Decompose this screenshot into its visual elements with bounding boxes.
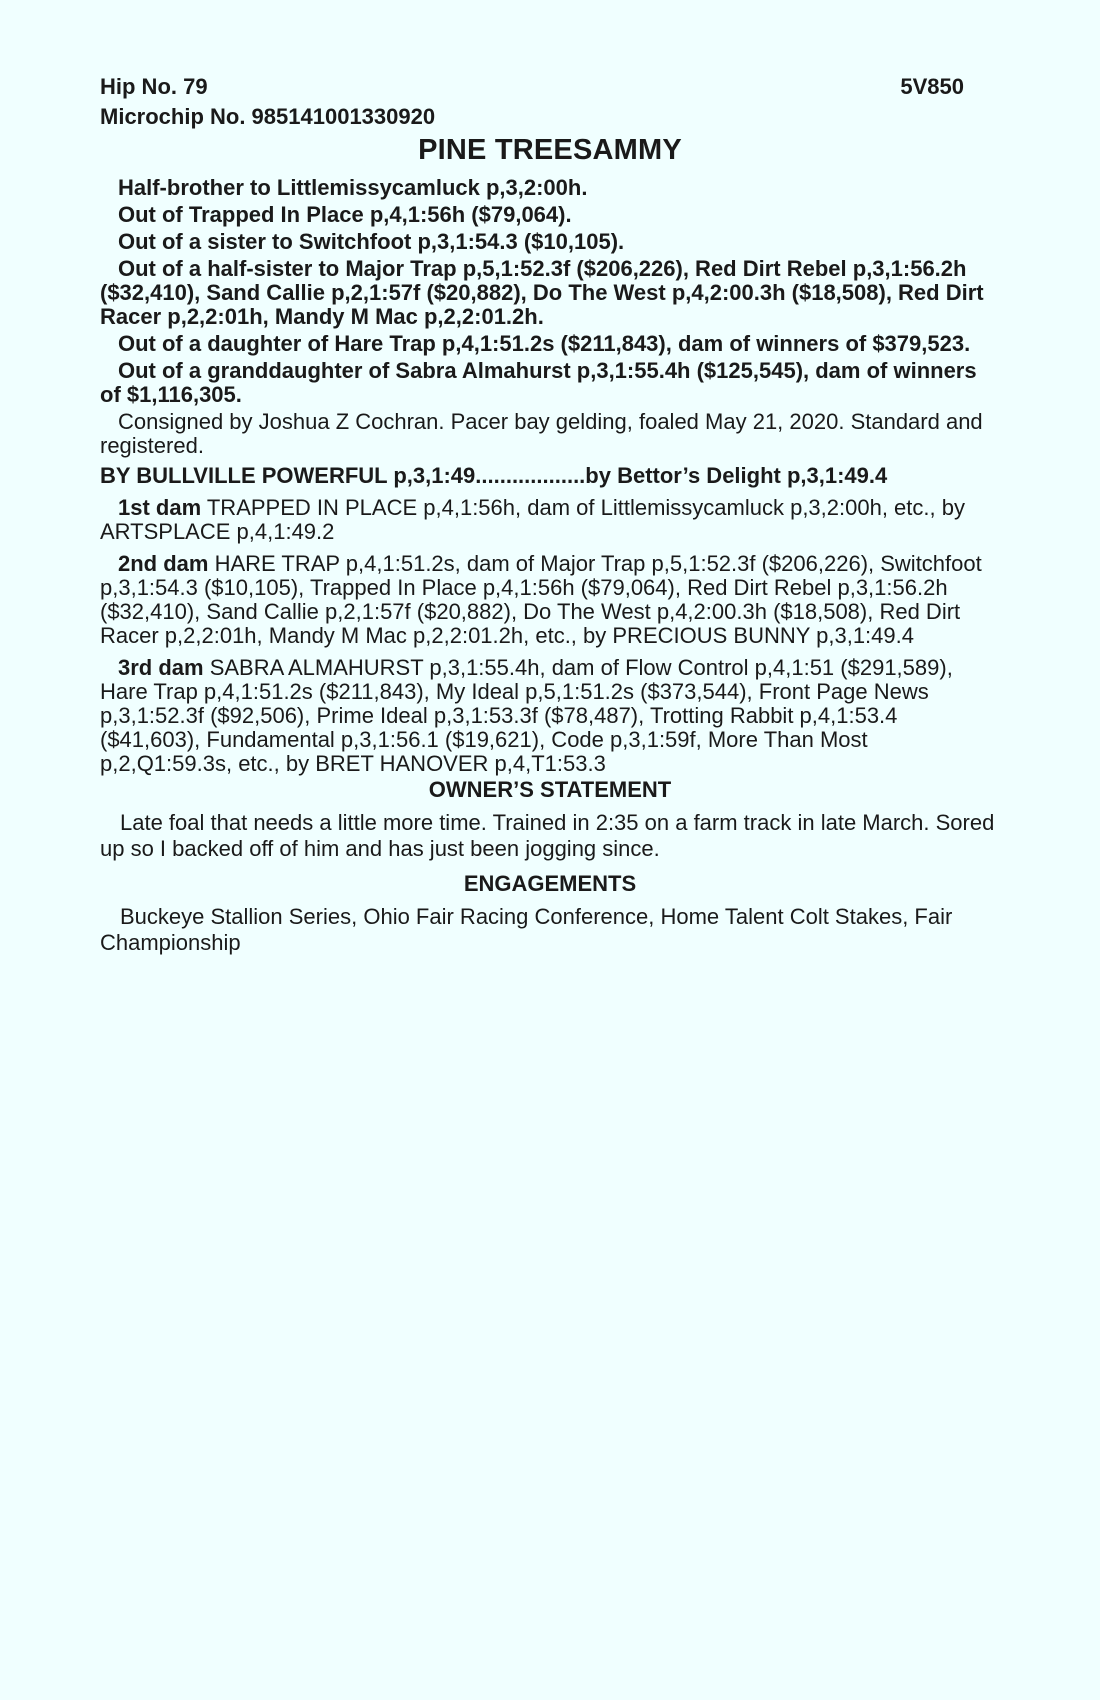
highlight-item: Out of a daughter of Hare Trap p,4,1:51.2s ($211,843), dam of winners of $379,523. bbox=[118, 331, 971, 356]
highlight-item: Out of Trapped In Place p,4,1:56h ($79,064). bbox=[118, 202, 572, 227]
dam-text: TRAPPED IN PLACE p,4,1:56h, dam of Littlemissycamluck p,3,2:00h, etc., by ARTSPLACE p,4,1:49.2 bbox=[100, 495, 965, 544]
highlight-item: Half-brother to Littlemissycamluck p,3,2:00h. bbox=[118, 175, 588, 200]
lot-code: 5V850 bbox=[900, 74, 964, 99]
dam-text: HARE TRAP p,4,1:51.2s, dam of Major Trap p,5,1:52.3f ($206,226), Switchfoot p,3,1:54.3 ($10,105), Trapped In Place p,4,1:56h ($79,064), Red Dirt Rebel p,3,1:56.2h ($32,410), Sand Callie p,2,1:57f ($20,882), Do The West p,4,2:00.3h ($18,508), Red Dirt Racer p,2,2:01h, Mandy M Mac p,2,2:01.2h, etc., by PRECIOUS BUNNY p,3,1:49.4 bbox=[100, 551, 982, 648]
catalog-page bbox=[100, 72, 1000, 964]
third-dam bbox=[100, 656, 1000, 776]
dam-label: 2nd dam bbox=[118, 551, 209, 576]
owners-statement-text: Late foal that needs a little more time. Trained in 2:35 on a farm track in late March. Sored up so I backed off of him and has just been jogging since. bbox=[100, 810, 995, 861]
consignment-info: Consigned by Joshua Z Cochran. Pacer bay gelding, foaled May 21, 2020. Standard and registered. bbox=[100, 409, 983, 458]
second-dam bbox=[100, 552, 1000, 648]
highlight-item: Out of a half-sister to Major Trap p,5,1:52.3f ($206,226), Red Dirt Rebel p,3,1:56.2h ($32,410), Sand Callie p,2,1:57f ($20,882), Do The West p,4,2:00.3h ($18,508), Red Dirt Racer p,2,2:01h, Mandy M Mac p,2,2:01.2h. bbox=[100, 256, 984, 329]
highlight-item: Out of a sister to Switchfoot p,3,1:54.3 ($10,105). bbox=[118, 229, 625, 254]
first-dam bbox=[100, 496, 1000, 544]
sire-line: BY BULLVILLE POWERFUL p,3,1:49..................by Bettor’s Delight p,3,1:49.4 bbox=[100, 463, 888, 488]
dam-label: 1st dam bbox=[118, 495, 202, 520]
dam-label: 3rd dam bbox=[118, 655, 204, 680]
hip-number: Hip No. 79 bbox=[100, 74, 208, 99]
highlights bbox=[100, 176, 1000, 407]
horse-name: PINE TREESAMMY bbox=[418, 134, 682, 166]
highlight-item: Out of a granddaughter of Sabra Almahurst p,3,1:55.4h ($125,545), dam of winners of $1,116,305. bbox=[100, 358, 977, 407]
engagements-text: Buckeye Stallion Series, Ohio Fair Racing Conference, Home Talent Colt Stakes, Fair Championship bbox=[100, 904, 953, 955]
engagements-heading: ENGAGEMENTS bbox=[463, 871, 637, 896]
owners-statement-heading: OWNER’S STATEMENT bbox=[428, 777, 672, 802]
dam-text: SABRA ALMAHURST p,3,1:55.4h, dam of Flow Control p,4,1:51 ($291,589), Hare Trap p,4,1:51.2s ($211,843), My Ideal p,5,1:51.2s ($373,544), Front Page News p,3,1:52.3f ($92,506), Prime Ideal p,3,1:53.3f ($78,487), Trotting Rabbit p,4,1:53.4 ($41,603), Fundamental p,3,1:56.1 ($19,621), Code p,3,1:59f, More Than Most p,2,Q1:59.3s, etc., by BRET HANOVER p,4,T1:53.3 bbox=[100, 655, 953, 776]
microchip-number: Microchip No. 985141001330920 bbox=[100, 104, 436, 129]
header-row bbox=[100, 72, 1000, 102]
